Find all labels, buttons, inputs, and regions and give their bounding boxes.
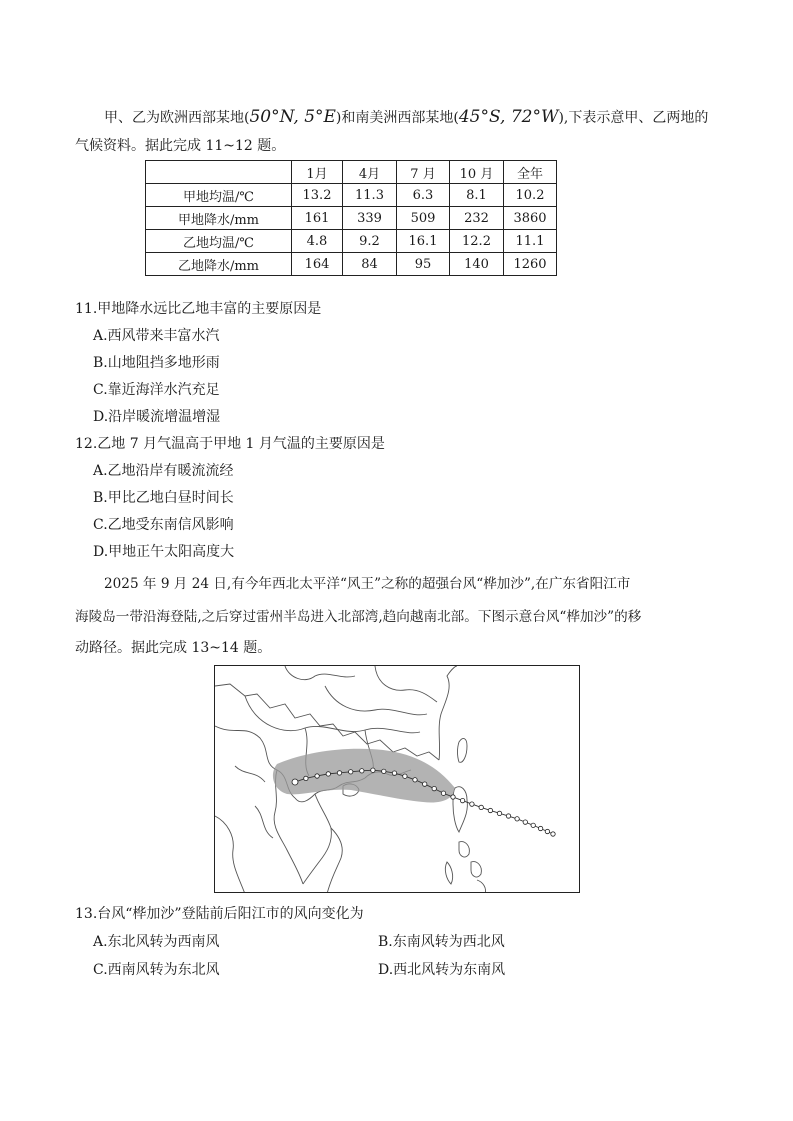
intro1-text-a: 甲、乙为欧洲西部某地( bbox=[104, 110, 250, 126]
track-point bbox=[432, 786, 436, 790]
q12-option-a[interactable]: A.乙地沿岸有暖流流经 bbox=[93, 463, 234, 479]
table-header-cell: 7 月 bbox=[397, 161, 450, 184]
table-cell: 13.2 bbox=[292, 184, 343, 207]
table-cell: 339 bbox=[343, 207, 397, 230]
q13-option-b[interactable]: B.东南风转为西北风 bbox=[378, 934, 505, 950]
track-point bbox=[403, 774, 407, 778]
table-cell: 232 bbox=[450, 207, 504, 230]
table-cell: 12.2 bbox=[450, 230, 504, 253]
intro2-line2: 海陵岛一带沿海登陆,之后穿过雷州半岛进入北部湾,趋向越南北部。下图示意台风“桦加沙”的移 bbox=[75, 609, 642, 625]
q12-stem: 12.乙地 7 月气温高于甲地 1 月气温的主要原因是 bbox=[75, 436, 385, 452]
table-row bbox=[146, 230, 557, 253]
row-label: 甲地降水/mm bbox=[146, 207, 292, 230]
q11-option-c[interactable]: C.靠近海洋水汽充足 bbox=[93, 382, 220, 398]
track-point bbox=[326, 772, 330, 776]
track-point bbox=[523, 820, 527, 824]
table-row bbox=[146, 207, 557, 230]
intro1-line1 bbox=[104, 107, 708, 128]
table-cell: 164 bbox=[292, 253, 343, 276]
q12-option-d[interactable]: D.甲地正午太阳高度大 bbox=[93, 544, 235, 560]
q13-option-d[interactable]: D.西北风转为东南风 bbox=[378, 962, 506, 978]
track-point bbox=[423, 782, 427, 786]
track-point bbox=[451, 795, 455, 799]
track-point bbox=[315, 774, 319, 778]
table-row bbox=[146, 253, 557, 276]
q13-stem: 13.台风“桦加沙”登陆前后阳江市的风向变化为 bbox=[75, 906, 364, 922]
track-point bbox=[538, 826, 542, 830]
track-point bbox=[382, 769, 386, 773]
table-row bbox=[146, 184, 557, 207]
table-cell: 3860 bbox=[504, 207, 557, 230]
track-point bbox=[460, 798, 464, 802]
table-cell: 10.2 bbox=[504, 184, 557, 207]
table-cell: 9.2 bbox=[343, 230, 397, 253]
track-point bbox=[349, 770, 353, 774]
table-cell: 11.1 bbox=[504, 230, 557, 253]
track-point bbox=[479, 805, 483, 809]
track-point bbox=[292, 779, 298, 785]
table-header-cell bbox=[146, 161, 292, 184]
track-point bbox=[360, 769, 364, 773]
q13-option-c[interactable]: C.西南风转为东北风 bbox=[93, 962, 220, 978]
track-point bbox=[441, 791, 445, 795]
table-cell: 140 bbox=[450, 253, 504, 276]
table-cell: 11.3 bbox=[343, 184, 397, 207]
intro1-text-b: )和南美洲西部某地( bbox=[335, 110, 459, 126]
table-header-cell: 全年 bbox=[504, 161, 557, 184]
q11-option-d[interactable]: D.沿岸暖流增温增湿 bbox=[93, 409, 221, 425]
track-point bbox=[551, 832, 555, 836]
table-cell: 161 bbox=[292, 207, 343, 230]
table-header-cell: 10 月 bbox=[450, 161, 504, 184]
table-header-cell: 1月 bbox=[292, 161, 343, 184]
row-label: 乙地均温/℃ bbox=[146, 230, 292, 253]
track-point bbox=[506, 814, 510, 818]
track-point bbox=[337, 771, 341, 775]
track-point bbox=[497, 811, 501, 815]
coord-jia: 50°N, 5°E bbox=[249, 107, 336, 127]
table-cell: 16.1 bbox=[397, 230, 450, 253]
track-point bbox=[531, 823, 535, 827]
typhoon-track-map bbox=[214, 665, 580, 893]
climate-table bbox=[145, 160, 557, 276]
table-cell: 95 bbox=[397, 253, 450, 276]
q12-option-b[interactable]: B.甲比乙地白昼时间长 bbox=[93, 490, 234, 506]
wind-field-shading bbox=[273, 749, 455, 803]
table-cell: 1260 bbox=[504, 253, 557, 276]
table-cell: 6.3 bbox=[397, 184, 450, 207]
q11-option-b[interactable]: B.山地阻挡多地形雨 bbox=[93, 355, 220, 371]
q11-stem: 11.甲地降水远比乙地丰富的主要原因是 bbox=[75, 301, 322, 317]
track-point bbox=[545, 829, 549, 833]
track-point bbox=[515, 817, 519, 821]
coord-yi: 45°S, 72°W bbox=[458, 107, 559, 127]
row-label: 乙地降水/mm bbox=[146, 253, 292, 276]
intro2-line1: 2025 年 9 月 24 日,有今年西北太平洋“风王”之称的超强台风“桦加沙”,在广东省阳江市 bbox=[104, 576, 631, 592]
table-cell: 8.1 bbox=[450, 184, 504, 207]
track-point bbox=[304, 776, 308, 780]
q13-option-a[interactable]: A.东北风转为西南风 bbox=[93, 934, 220, 950]
table-cell: 4.8 bbox=[292, 230, 343, 253]
track-point bbox=[371, 768, 375, 772]
table-cell: 84 bbox=[343, 253, 397, 276]
intro2-line3: 动路径。据此完成 13~14 题。 bbox=[75, 640, 272, 656]
track-point bbox=[488, 808, 492, 812]
track-point bbox=[413, 778, 417, 782]
track-point bbox=[470, 802, 474, 806]
intro1-line2: 气候资料。据此完成 11~12 题。 bbox=[75, 138, 286, 154]
table-header-row bbox=[146, 161, 557, 184]
row-label: 甲地均温/℃ bbox=[146, 184, 292, 207]
table-cell: 509 bbox=[397, 207, 450, 230]
intro1-text-c: ),下表示意甲、乙两地的 bbox=[558, 110, 709, 126]
q11-option-a[interactable]: A.西风带来丰富水汽 bbox=[93, 328, 220, 344]
q12-option-c[interactable]: C.乙地受东南信风影响 bbox=[93, 517, 234, 533]
table-header-cell: 4月 bbox=[343, 161, 397, 184]
map-svg bbox=[215, 666, 580, 893]
track-point bbox=[392, 771, 396, 775]
